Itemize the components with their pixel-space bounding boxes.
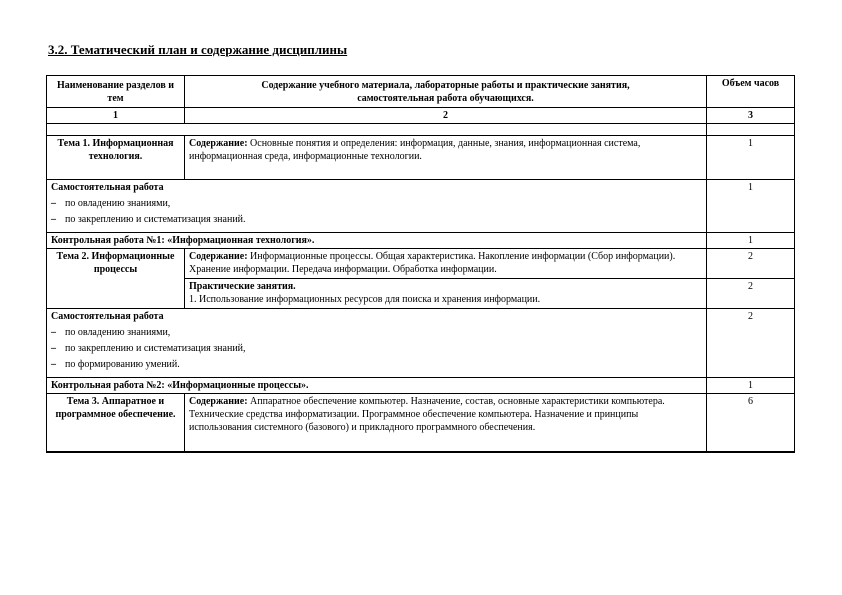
- header-content: [185, 76, 707, 108]
- topic2-practice: [185, 279, 707, 309]
- topic1-name: Тема 1. Информационная технология.: [47, 136, 185, 180]
- topic2-content-label: Содержание:: [189, 251, 248, 262]
- column-number-2: 2: [185, 108, 707, 124]
- column-numbers-row: [47, 108, 795, 124]
- control-work1: Контрольная работа №1: «Информационная технология».: [47, 233, 707, 249]
- topic3-content-text: Аппаратное обеспечение компьютер. Назначение, состав, основные характеристики компьютера. Технические средства информатизации. Программное обеспечение компьютера. Назначение и принципы использования системного (базового) и прикладного программного обеспечения.: [189, 396, 665, 433]
- self-work2-item: – по формированию умений.: [51, 358, 702, 371]
- control-work2-row: [47, 378, 795, 394]
- header-content-line2: самостоятельная работа обучающихся.: [357, 92, 534, 104]
- empty-row: [47, 124, 795, 136]
- topic2-practice-label: Практические занятия.: [189, 281, 296, 292]
- self-work1-row: [47, 180, 795, 233]
- empty-cell: [47, 124, 707, 136]
- self-work1-hours: 1: [707, 180, 795, 233]
- self-work2-hours: 2: [707, 309, 795, 378]
- topic2-row: [47, 249, 795, 279]
- self-work2-row: [47, 309, 795, 378]
- topic3-row: [47, 394, 795, 452]
- page-title: 3.2. Тематический план и содержание дисциплины: [48, 42, 348, 57]
- topic3-content-label: Содержание:: [189, 396, 248, 407]
- topic2-hours: 2: [707, 249, 795, 279]
- header-sections-topics: Наименование разделов и тем: [47, 76, 185, 108]
- topic3-name: Тема 3. Аппаратное и программное обеспечение.: [47, 394, 185, 452]
- thematic-plan-table: [46, 75, 795, 453]
- self-work1-item: – по овладению знаниями,: [51, 197, 702, 210]
- self-work1-label: Самостоятельная работа: [51, 182, 164, 193]
- topic3-content: [185, 394, 707, 452]
- topic3-hours: 6: [707, 394, 795, 452]
- topic2-practice-hours: 2: [707, 279, 795, 309]
- topic1-row: [47, 136, 795, 180]
- self-work2-item: – по овладению знаниями,: [51, 326, 702, 339]
- control-work2-hours: 1: [707, 378, 795, 394]
- header-hours: Объем часов: [707, 76, 795, 108]
- control-work2: Контрольная работа №2: «Информационные процессы».: [47, 378, 707, 394]
- topic2-content-text: Информационные процессы. Общая характеристика. Накопление информации (Сбор информации). Хранение информации. Передача информации. Обработка информации.: [189, 251, 676, 275]
- topic1-content: [185, 136, 707, 180]
- table-header-row: [47, 76, 795, 108]
- topic2-content: [185, 249, 707, 279]
- topic1-content-text: Основные понятия и определения: информация, данные, знания, информационная система, информационная среда, информационные технологии.: [189, 138, 641, 162]
- column-number-1: 1: [47, 108, 185, 124]
- topic2-practice-text: 1. Использование информационных ресурсов для поиска и хранения информации.: [189, 294, 541, 305]
- self-work2-label: Самостоятельная работа: [51, 311, 164, 322]
- self-work2-item: – по закреплению и систематизация знаний,: [51, 342, 702, 355]
- self-work1-item: – по закреплению и систематизация знаний.: [51, 213, 702, 226]
- control-work1-row: [47, 233, 795, 249]
- topic1-hours: 1: [707, 136, 795, 180]
- empty-cell-hours: [707, 124, 795, 136]
- self-work2: [47, 309, 707, 378]
- self-work1: [47, 180, 707, 233]
- topic1-content-label: Содержание:: [189, 138, 248, 149]
- header-content-line1: Содержание учебного материала, лабораторные работы и практические занятия,: [261, 79, 630, 91]
- control-work1-hours: 1: [707, 233, 795, 249]
- column-number-3: 3: [707, 108, 795, 124]
- topic2-name: Тема 2. Информационные процессы: [47, 249, 185, 309]
